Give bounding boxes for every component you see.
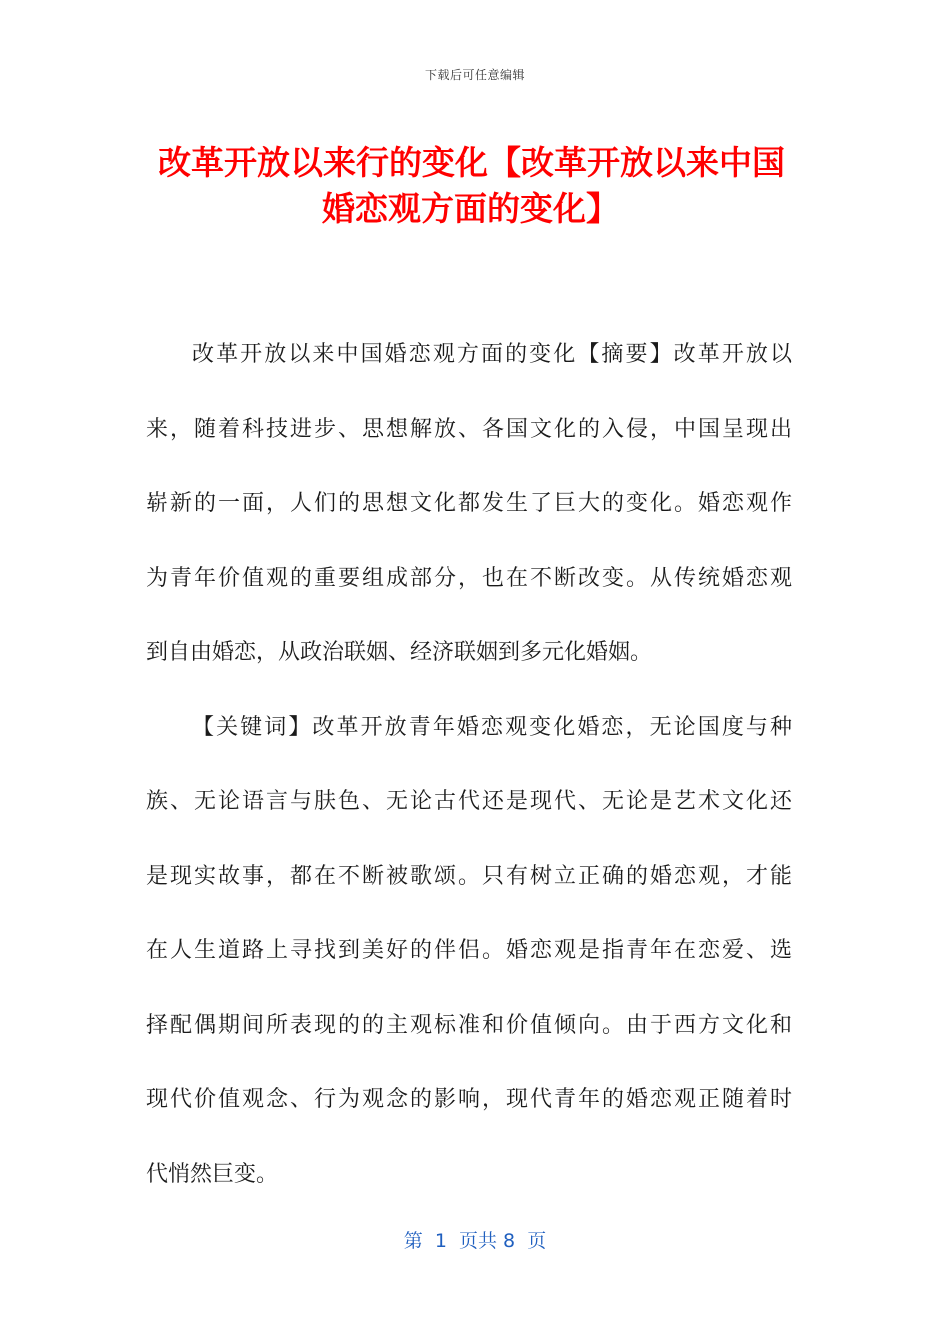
paragraph-line: 现代价值观念、行为观念的影响，现代青年的婚恋观正随着时 <box>146 1087 792 1112</box>
paragraph-line: 到自由婚恋，从政治联姻、经济联姻到多元化婚姻。 <box>146 640 653 665</box>
paragraph-line: 是现实故事，都在不断被歌颂。只有树立正确的婚恋观，才能 <box>146 863 792 889</box>
paragraph-line: 【关键词】改革开放青年婚恋观变化婚恋，无论国度与种 <box>192 714 792 740</box>
page-number-footer: 第 1 页共 8 页 <box>403 1230 547 1252</box>
paragraph-line: 择配偶期间所表现的的主观标准和价值倾向。由于西方文化和 <box>146 1012 792 1038</box>
paragraph-line: 崭新的一面，人们的思想文化都发生了巨大的变化。婚恋观作 <box>146 491 792 516</box>
paragraph-line: 在人生道路上寻找到美好的伴侣。婚恋观是指青年在恋爱、选 <box>146 938 792 963</box>
title-line-1: 改革开放以来行的变化【改革开放以来中国 <box>158 143 785 182</box>
paragraph-line: 族、无论语言与肤色、无论古代还是现代、无论是艺术文化还 <box>146 789 792 814</box>
paragraph-line: 代悄然巨变。 <box>146 1161 279 1187</box>
paragraph-line: 来，随着科技进步、思想解放、各国文化的入侵，中国呈现出 <box>146 416 792 442</box>
paragraph-line: 改革开放以来中国婚恋观方面的变化【摘要】改革开放以 <box>192 342 792 367</box>
title-line-2: 婚恋观方面的变化】 <box>322 189 619 228</box>
document-body <box>146 318 792 1212</box>
paragraph-line: 为青年价值观的重要组成部分，也在不断改变。从传统婚恋观 <box>146 565 792 591</box>
download-note: 下载后可任意编辑 <box>424 68 525 82</box>
document-title <box>150 140 810 232</box>
